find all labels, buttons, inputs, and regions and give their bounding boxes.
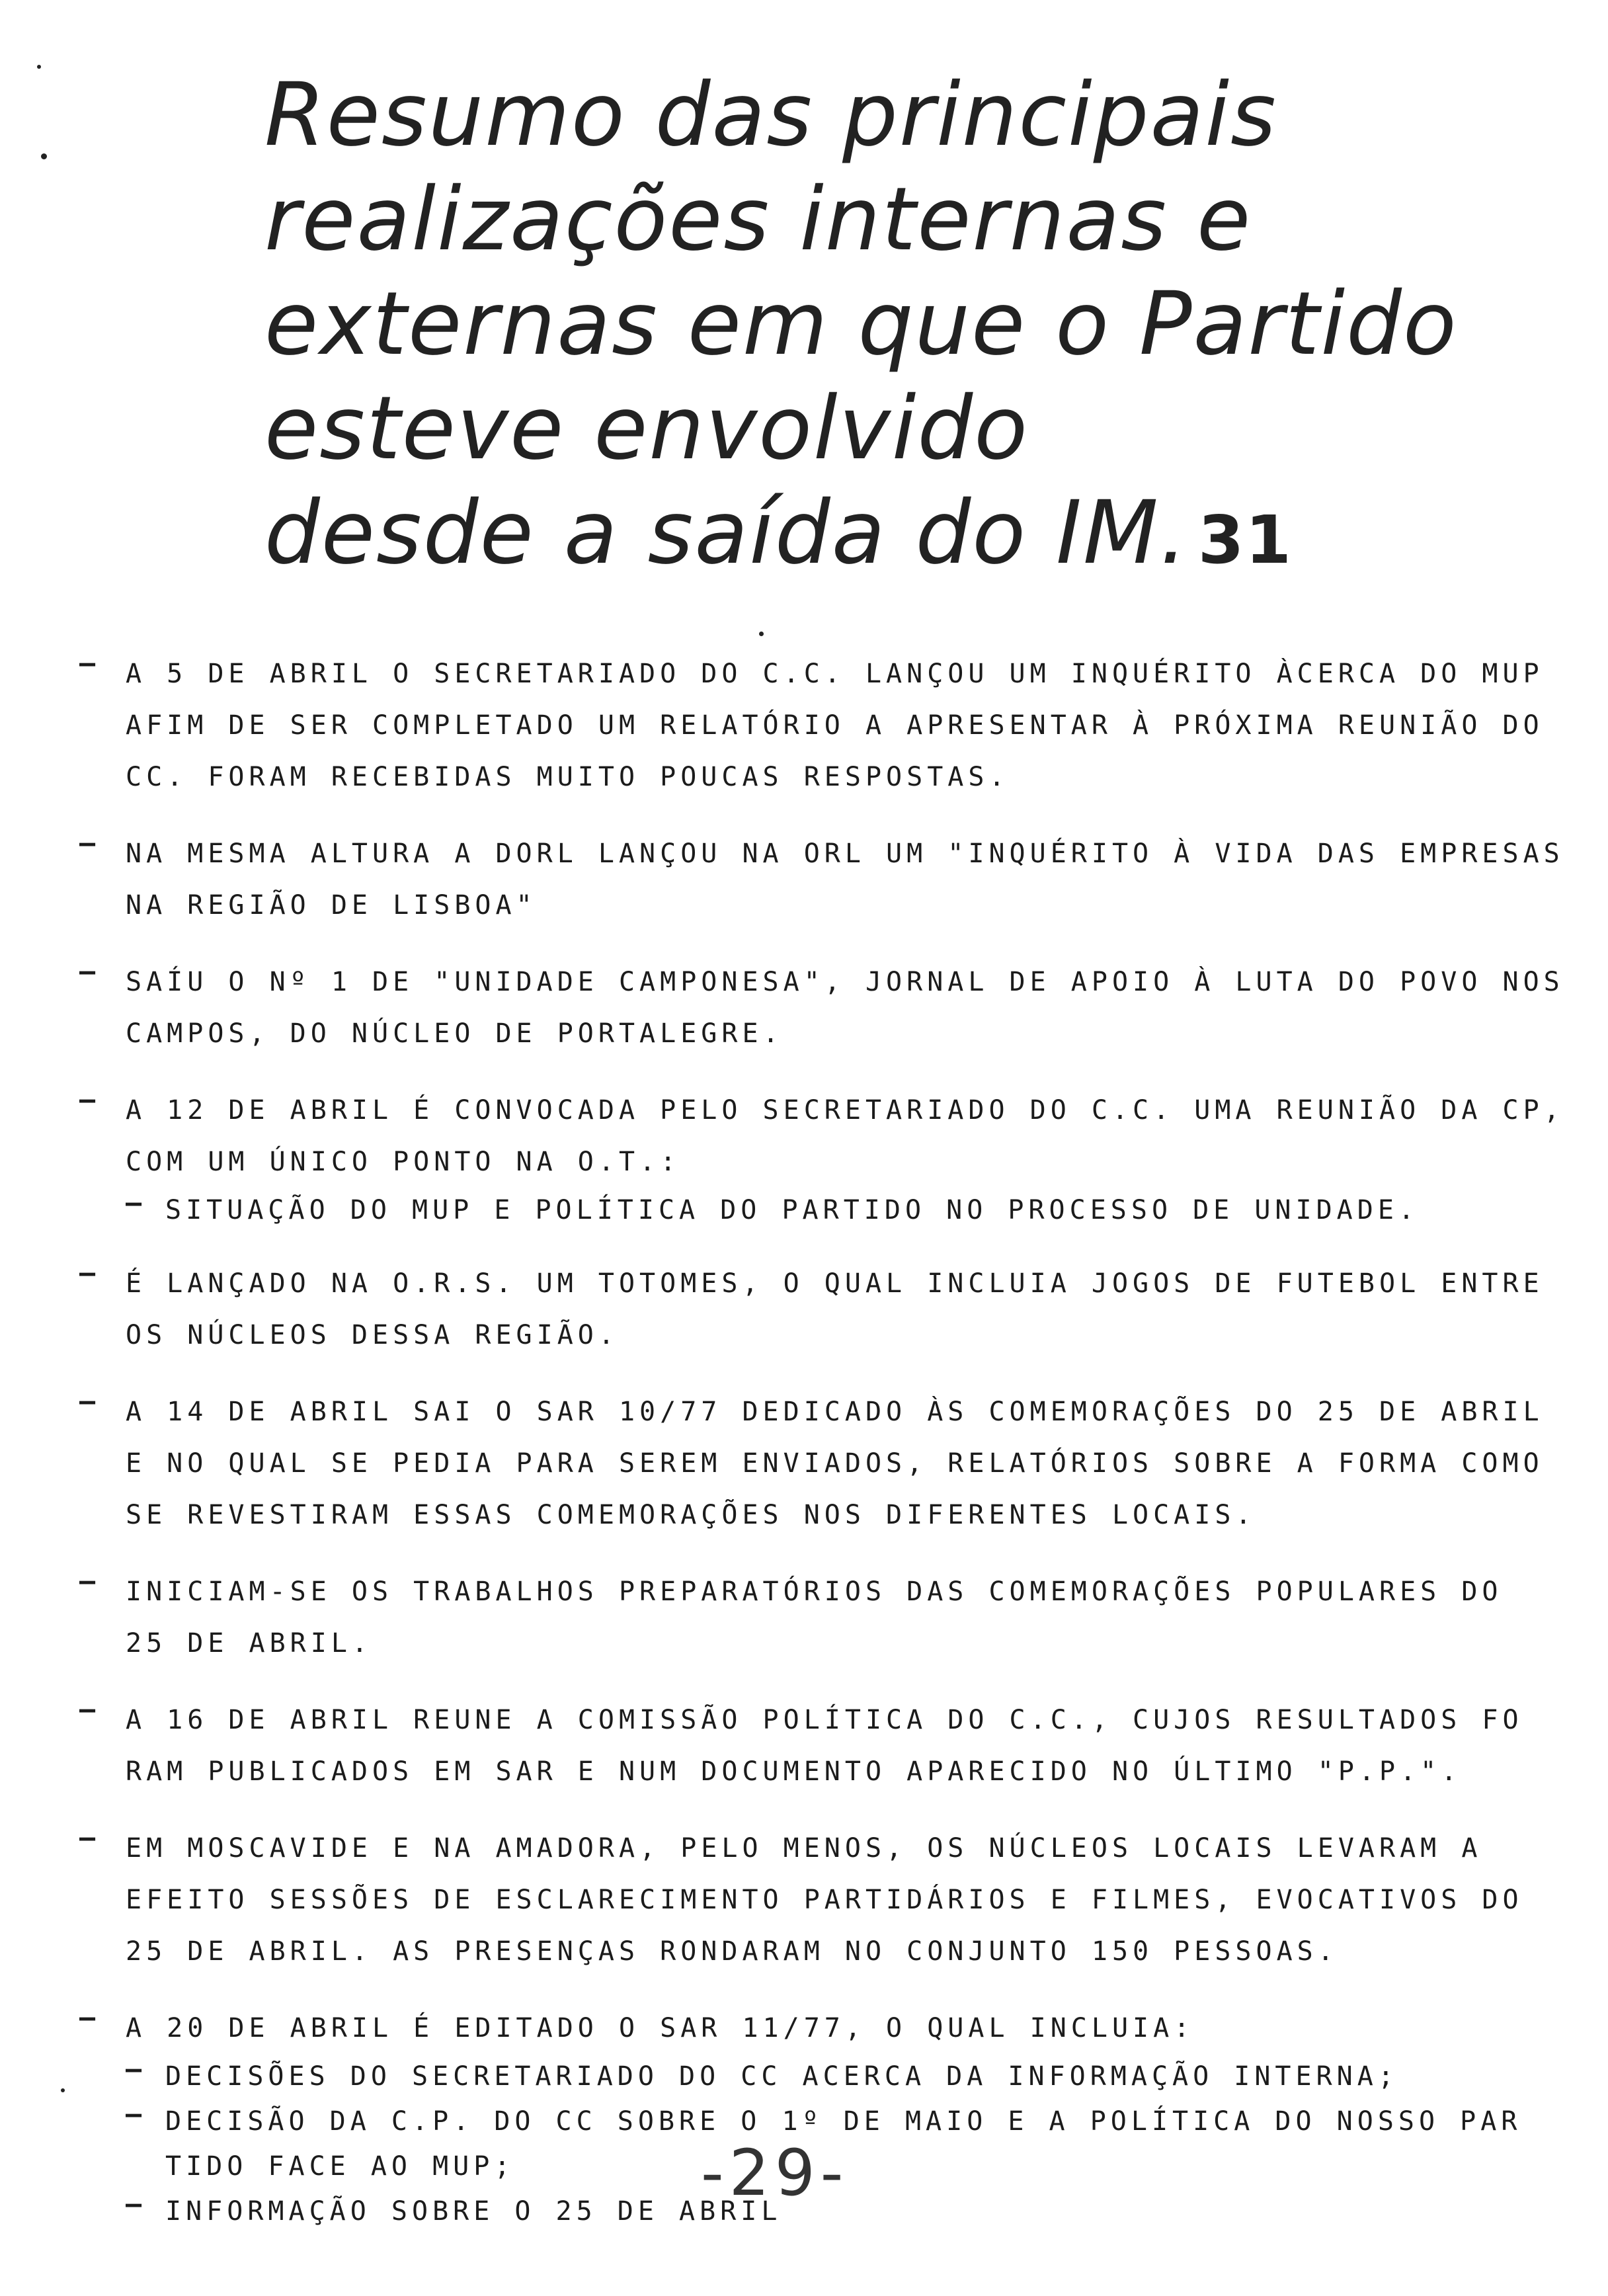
item-line: A 5 DE ABRIL O SECRETARIADO DO C.C. LANÇOU UM INQUÉRITO ÀCERCA DO MUP <box>126 659 1544 689</box>
dash-bullet: – <box>79 2002 100 2033</box>
dash-bullet: – <box>126 2189 147 2219</box>
sub-item-line: SITUAÇÃO DO MUP E POLÍTICA DO PARTIDO NO PROCESSO DE UNIDADE. <box>165 1195 1420 1225</box>
dash-bullet: – <box>79 956 100 987</box>
dash-bullet: – <box>79 1258 100 1288</box>
item-line: COM UM ÚNICO PONTO NA O.T.: <box>126 1147 681 1177</box>
dash-bullet: – <box>126 1188 147 1218</box>
sub-item-line: INFORMAÇÃO SOBRE O 25 DE ABRIL <box>165 2196 782 2227</box>
item-line: A 12 DE ABRIL É CONVOCADA PELO SECRETARIADO DO C.C. UMA REUNIÃO DA CP, <box>126 1095 1564 1126</box>
dash-bullet: – <box>79 648 100 678</box>
item-line: EFEITO SESSÕES DE ESCLARECIMENTO PARTIDÁRIOS E FILMES, EVOCATIVOS DO <box>126 1885 1523 1915</box>
sub-item <box>79 2054 1521 2099</box>
dash-bullet: – <box>79 1386 100 1416</box>
dash-bullet: – <box>79 1823 100 1853</box>
scan-speck <box>41 153 47 159</box>
list-item <box>79 1694 1521 1797</box>
item-line: OS NÚCLEOS DESSA REGIÃO. <box>126 1320 619 1350</box>
list-item <box>79 828 1564 931</box>
dash-bullet: – <box>79 828 100 858</box>
item-line: CC. FORAM RECEBIDAS MUITO POUCAS RESPOSTAS. <box>126 762 1010 792</box>
sub-item-line: TIDO FACE AO MUP; <box>165 2151 515 2182</box>
scan-speck <box>759 632 764 636</box>
item-line: NA REGIÃO DE LISBOA" <box>126 890 537 921</box>
title-suffix: 31 <box>1197 501 1293 579</box>
item-line: 25 DE ABRIL. AS PRESENÇAS RONDARAM NO CONJUNTO 150 PESSOAS. <box>126 1936 1338 1967</box>
item-line: INICIAM-SE OS TRABALHOS PREPARATÓRIOS DAS COMEMORAÇÕES POPULARES DO <box>126 1577 1503 1607</box>
list-item <box>79 956 1564 1059</box>
scan-speck <box>61 2088 65 2092</box>
dash-bullet: – <box>126 2054 147 2084</box>
title-line: esteve envolvido <box>264 378 1029 479</box>
list-item <box>79 1258 1544 1361</box>
title-line <box>264 481 1521 593</box>
page-number: -29- <box>701 2136 849 2210</box>
dash-bullet: – <box>79 1085 100 1115</box>
item-line: NA MESMA ALTURA A DORL LANÇOU NA ORL UM "INQUÉRITO À VIDA DAS EMPRESAS <box>126 839 1564 869</box>
dash-bullet: – <box>79 1566 100 1596</box>
item-line: A 14 DE ABRIL SAI O SAR 10/77 DEDICADO ÀS COMEMORAÇÕES DO 25 DE ABRIL <box>126 1397 1544 1427</box>
item-line: É LANÇADO NA O.R.S. UM TOTOMES, O QUAL INCLUIA JOGOS DE FUTEBOL ENTRE <box>126 1268 1544 1299</box>
dash-bullet: – <box>126 2099 147 2129</box>
item-line: RAM PUBLICADOS EM SAR E NUM DOCUMENTO APARECIDO NO ÚLTIMO "P.P.". <box>126 1756 1462 1787</box>
list-item <box>79 1566 1521 1669</box>
list-item <box>79 648 1544 803</box>
page-title <box>264 63 1521 593</box>
title-line: Resumo das principais <box>264 64 1277 166</box>
title-line: externas em que o Partido <box>264 273 1458 375</box>
dash-bullet: – <box>79 1694 100 1725</box>
sub-item-line: DECISÕES DO SECRETARIADO DO CC ACERCA DA INFORMAÇÃO INTERNA; <box>165 2061 1398 2092</box>
item-line: EM MOSCAVIDE E NA AMADORA, PELO MENOS, OS NÚCLEOS LOCAIS LEVARAM A <box>126 1833 1482 1864</box>
list-item <box>79 1386 1544 1541</box>
item-line: A 20 DE ABRIL É EDITADO O SAR 11/77, O QUAL INCLUIA: <box>126 2013 1195 2043</box>
scan-speck <box>37 65 41 69</box>
item-line: 25 DE ABRIL. <box>126 1628 372 1659</box>
item-line: AFIM DE SER COMPLETADO UM RELATÓRIO A APRESENTAR À PRÓXIMA REUNIÃO DO <box>126 710 1544 741</box>
item-line: E NO QUAL SE PEDIA PARA SEREM ENVIADOS, RELATÓRIOS SOBRE A FORMA COMO <box>126 1448 1544 1479</box>
title-line: realizações internas e <box>264 169 1252 270</box>
list-item <box>79 1085 1564 1233</box>
item-line: A 16 DE ABRIL REUNE A COMISSÃO POLÍTICA DO C.C., CUJOS RESULTADOS FO <box>126 1705 1523 1735</box>
sub-item-line: DECISÃO DA C.P. DO CC SOBRE O 1º DE MAIO E A POLÍTICA DO NOSSO PAR <box>165 2106 1522 2137</box>
item-line: SAÍU O Nº 1 DE "UNIDADE CAMPONESA", JORNAL DE APOIO À LUTA DO POVO NOS <box>126 967 1564 997</box>
item-line: SE REVESTIRAM ESSAS COMEMORAÇÕES NOS DIFERENTES LOCAIS. <box>126 1500 1256 1530</box>
list-item <box>79 1823 1521 1977</box>
sub-item <box>79 1188 1521 1233</box>
report-list <box>79 648 1564 2259</box>
item-line: CAMPOS, DO NÚCLEO DE PORTALEGRE. <box>126 1018 784 1049</box>
title-line-text: desde a saída do IM. <box>264 482 1189 584</box>
